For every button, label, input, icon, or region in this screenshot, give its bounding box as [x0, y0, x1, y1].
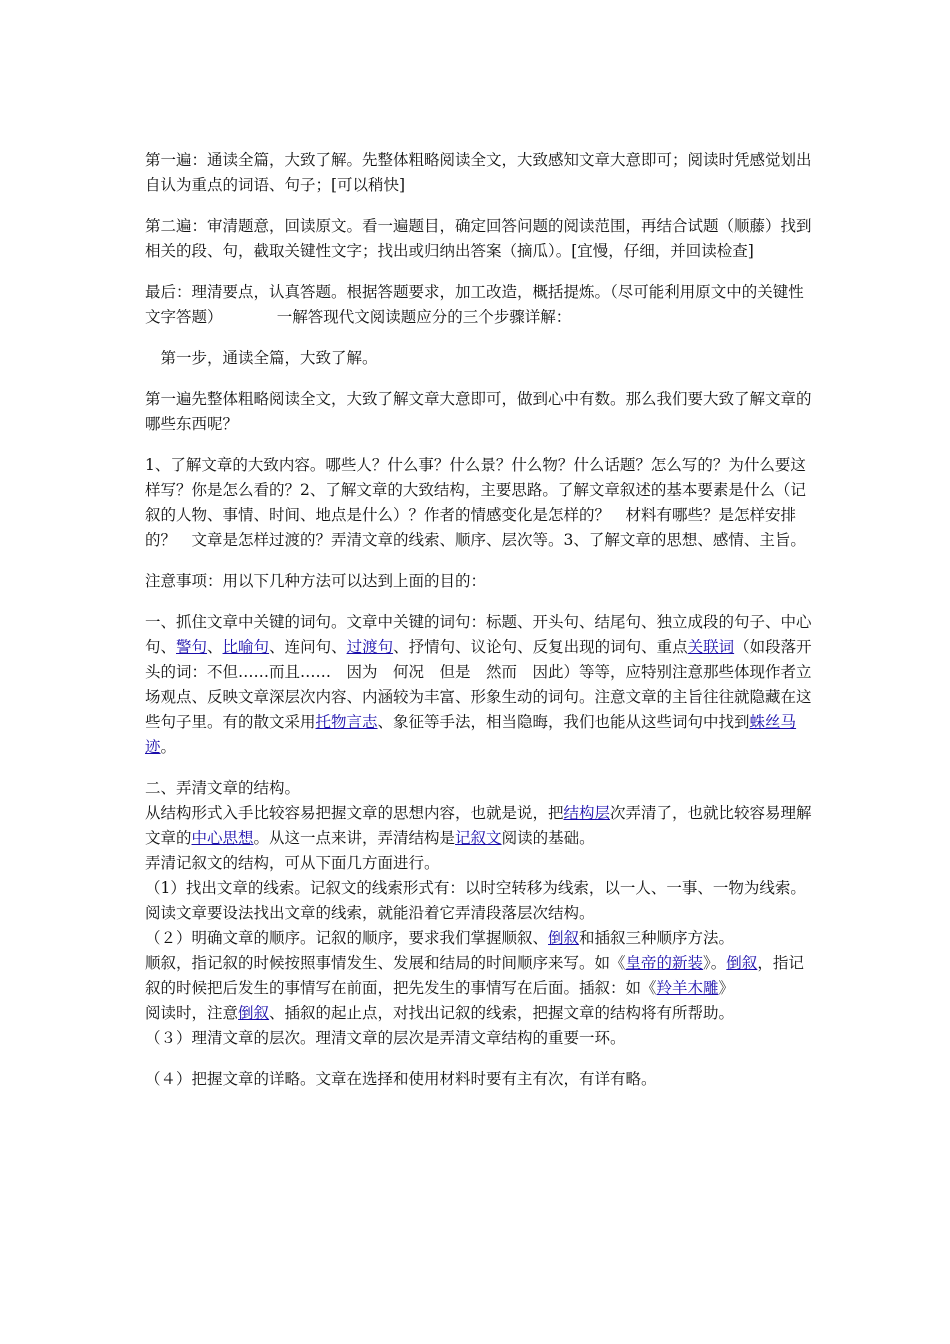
text-segment: 和插叙三种顺序方法。	[579, 929, 735, 947]
link-zhongxinsixiang[interactable]: 中心思想	[191, 829, 254, 847]
text-segment: 一、抓住文章中关键的词句。文章中关键的词句：标题、开头句、结尾句、独立成段的句子、中心句、	[145, 613, 812, 656]
paragraph-order	[145, 926, 813, 951]
text-segment: 、连问句、	[269, 638, 347, 656]
text-segment: （如段落开头的词：不但……而且…… 因为 何况 但是 然而 因此）等等，应特别注意那些体现作者立场观点、反映文章深层次内容、内涵较为丰富、形象生动的词句。注意文章的主旨往往就隐藏在这些句子里。有的散文采用	[145, 638, 812, 731]
text-segment: 》。	[703, 954, 727, 972]
text-segment: 顺叙，指记叙的时候按照事情发生、发展和结局的时间顺序来写。如《	[145, 954, 626, 972]
link-lingyang-mudiao[interactable]: 羚羊木雕	[656, 979, 719, 997]
paragraph-structure-intro	[145, 801, 813, 851]
link-daoxu[interactable]: 倒叙	[548, 929, 580, 947]
text-segment: 阅读的基础。	[501, 829, 595, 847]
text-segment: 、象征等手法，相当隐晦，我们也能从这些词句中找到	[377, 713, 750, 731]
paragraph-detail: （４）把握文章的详略。文章在选择和使用材料时要有主有次，有详有略。	[145, 1070, 657, 1088]
paragraph-order-examples	[145, 951, 813, 1001]
paragraph-notes: 注意事项：用以下几种方法可以达到上面的目的：	[145, 572, 487, 590]
link-tuowuyanzhi[interactable]: 托物言志	[315, 713, 378, 731]
paragraph-second-pass: 第二遍：审清题意，回读原文。看一遍题目，确定回答问题的阅读范围，再结合试题（顺藤）找到相关的段、句，截取关键性文字；找出或归纳出答案（摘瓜）。[宜慢，仔细，并回读检查]	[145, 217, 812, 260]
paragraph-understanding-points: 1、了解文章的大致内容。哪些人？什么事？什么景？什么物？什么话题？怎么写的？为什么要这样写？你是怎么看的？2、了解文章的大致结构，主要思路。了解文章叙述的基本要素是什么（记叙的人物、事情、时间、地点是什么）？作者的情感变化是怎样的？ 材料有哪些？是怎样安排的？ 文章是怎样过渡的？弄清文章的线索、顺序、层次等。3、了解文章的思想、感情、主旨。	[145, 456, 806, 549]
text-segment: 、抒情句、议论句、反复出现的词句、重点	[393, 638, 688, 656]
text-segment: 从结构形式入手比较容易把握文章的思想内容，也就是说，把	[145, 804, 564, 822]
text-segment: 、插叙的起止点，对找出记叙的线索，把握文章的结构将有所帮助。	[269, 1004, 735, 1022]
paragraph-final-step: 最后：理清要点，认真答题。根据答题要求，加工改造，概括提炼。（尽可能利用原文中的关键性文字答题） 一解答现代文阅读题应分的三个步骤详解：	[145, 283, 804, 326]
link-guoduju[interactable]: 过渡句	[346, 638, 394, 656]
paragraph-levels: （３）理清文章的层次。理清文章的层次是弄清文章结构的重要一环。	[145, 1029, 626, 1047]
text-segment: 次弄清了，也就比较容易理解文章的	[145, 804, 812, 847]
text-segment: （２）明确文章的顺序。记叙的顺序，要求我们掌握顺叙、	[145, 929, 549, 947]
heading-step-one: 第一步，通读全篇，大致了解。	[145, 349, 378, 367]
paragraph-structure-ways: 弄清记叙文的结构，可从下面几方面进行。	[145, 854, 440, 872]
link-daoxu-2[interactable]: 倒叙	[726, 954, 758, 972]
text-segment: ，指记叙的时候把后发生的事情写在前面，把先发生的事情写在后面。插叙：如《	[145, 954, 804, 997]
link-guanlianci[interactable]: 关联词	[687, 638, 735, 656]
paragraph-first-pass: 第一遍：通读全篇，大致了解。先整体粗略阅读全文，大致感知文章大意即可；阅读时凭感觉划出自认为重点的词语、句子；[可以稍快]	[145, 151, 812, 194]
document-body	[145, 148, 813, 1092]
text-segment: 。从这一点来讲，弄清结构是	[253, 829, 456, 847]
heading-structure: 二、弄清文章的结构。	[145, 779, 301, 797]
paragraph-key-sentences	[145, 610, 813, 760]
paragraph-reading-tip	[145, 1001, 813, 1026]
paragraph-clue: （1）找出文章的线索。记叙文的线索形式有：以时空转移为线索，以一人、一事、一物为线索。阅读文章要设法找出文章的线索，就能沿着它弄清段落层次结构。	[145, 879, 806, 922]
link-jingju[interactable]: 警句	[176, 638, 208, 656]
text-segment: 、	[207, 638, 223, 656]
text-segment: 阅读时，注意	[145, 1004, 239, 1022]
text-segment: 。	[160, 738, 177, 756]
text-segment: 》	[718, 979, 735, 997]
link-huangdi-xinzhuang[interactable]: 皇帝的新装	[625, 954, 704, 972]
paragraph-step-one-intro: 第一遍先整体粗略阅读全文，大致了解文章大意即可，做到心中有数。那么我们要大致了解文章的哪些东西呢？	[145, 390, 812, 433]
link-daoxu-3[interactable]: 倒叙	[238, 1004, 270, 1022]
link-jiegouceng[interactable]: 结构层	[563, 804, 611, 822]
link-biyuju[interactable]: 比喻句	[222, 638, 270, 656]
link-zhusimaji[interactable]: 蛛丝马迹	[145, 713, 797, 756]
link-jixuwen[interactable]: 记叙文	[455, 829, 502, 847]
